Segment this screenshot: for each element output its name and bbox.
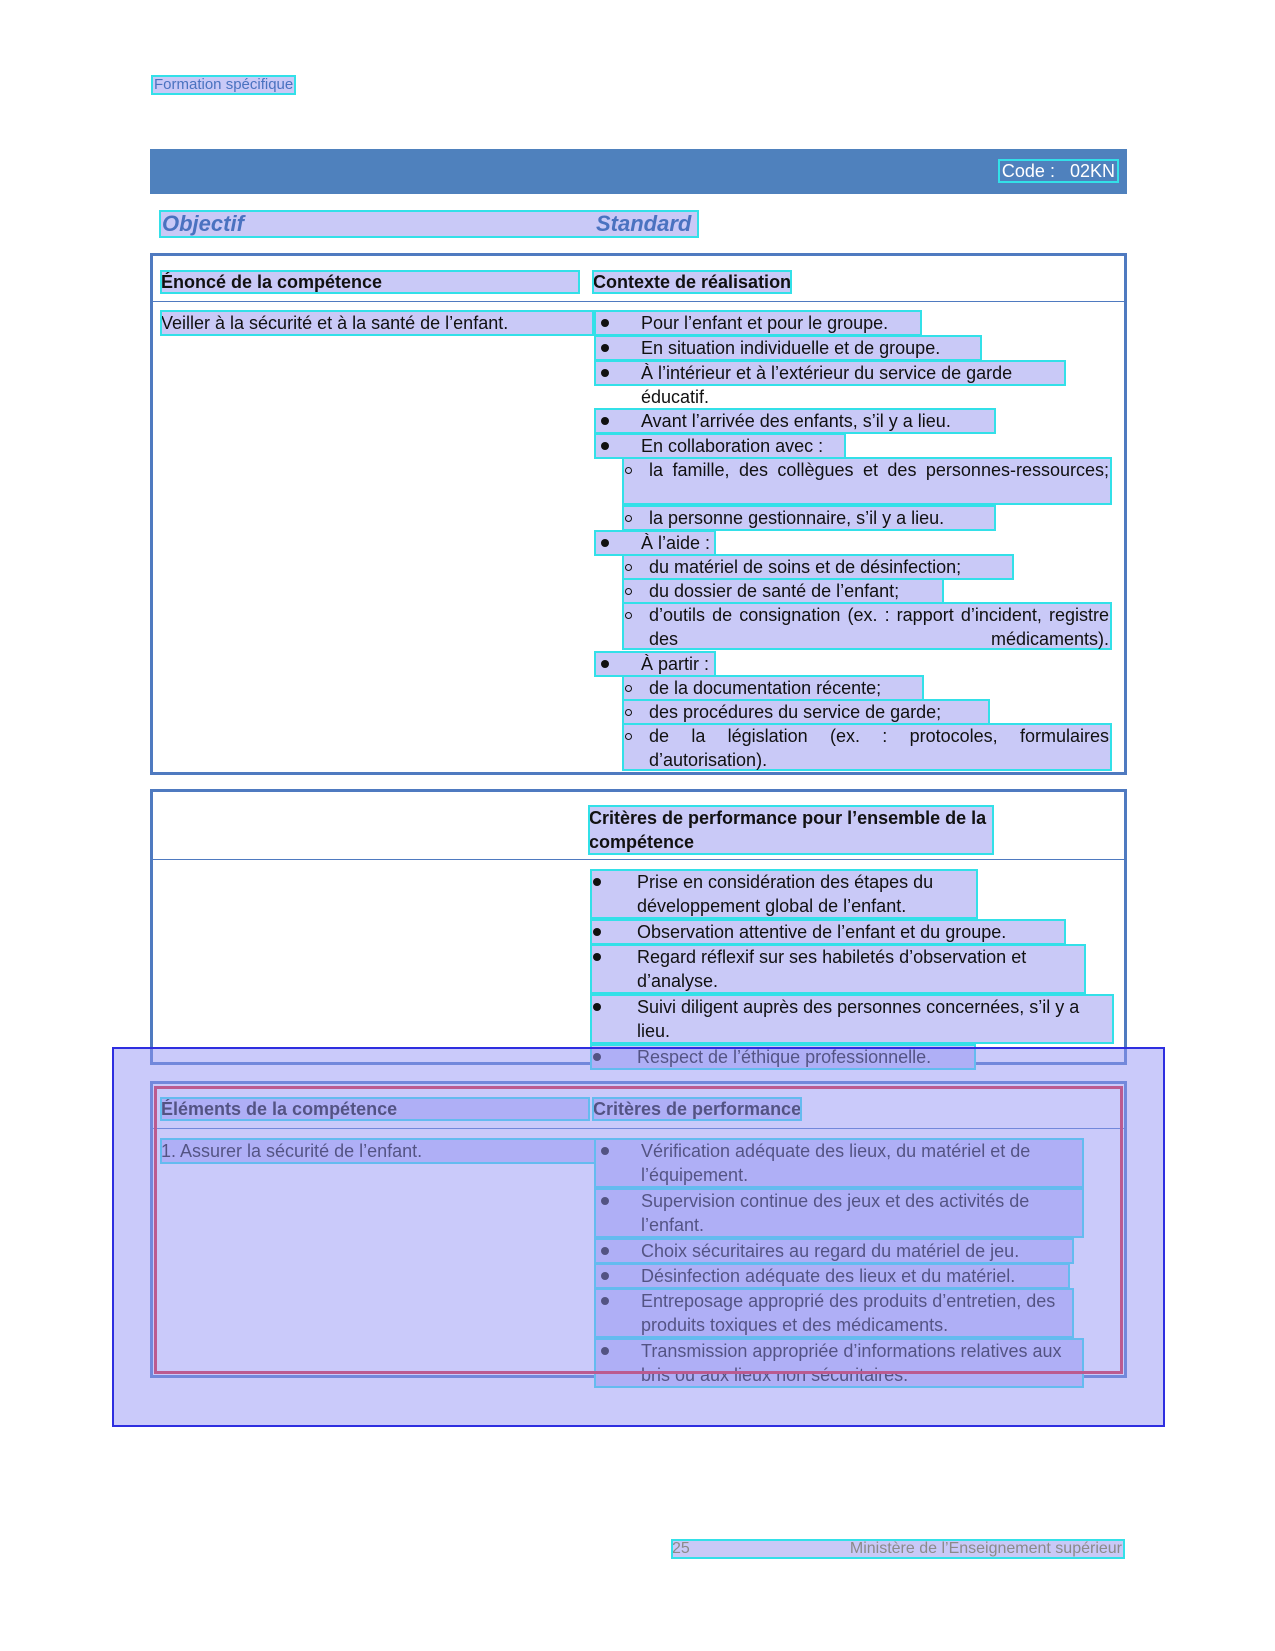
code-value: 02KN	[1069, 161, 1115, 181]
running-header: Formation spécifique	[154, 76, 294, 93]
statement-header: Énoncé de la compétence	[161, 271, 579, 293]
context-header: Contexte de réalisation	[593, 272, 792, 292]
list-item: Suivi diligent auprès des personnes concernées, s’il y a lieu.	[591, 995, 1113, 1043]
sub-list-item: la personne gestionnaire, s’il y a lieu.	[623, 506, 995, 530]
code-label: Code :	[1001, 161, 1055, 181]
overall-criteria-header: Critères de performance pour l’ensemble de la compétence	[589, 806, 993, 854]
list-item: Prise en considération des étapes du développement global de l’enfant.	[591, 870, 977, 918]
sub-list-item: de la documentation récente;	[623, 676, 923, 700]
list-item: Observation attentive de l’enfant et du groupe.	[591, 920, 1065, 944]
page-number: 25	[672, 1540, 690, 1557]
sub-list-item: des procédures du service de garde;	[623, 700, 989, 724]
sub-list-item: de la législation (ex. : protocoles, formulaires d’autorisation).	[623, 724, 1111, 770]
list-item: En collaboration avec :	[595, 434, 845, 458]
competency-code	[1000, 161, 1117, 181]
list-item: En situation individuelle et de groupe.	[595, 336, 981, 360]
overall-criteria-table	[150, 789, 1127, 1065]
list-item: Pour l’enfant et pour le groupe.	[595, 311, 921, 335]
sub-list-item: d’outils de consignation (ex. : rapport d’incident, registre des médicaments).	[623, 603, 1111, 649]
list-item: Regard réflexif sur ses habiletés d’observation et d’analyse.	[591, 945, 1085, 993]
list-item: À partir :	[595, 652, 715, 676]
list-item-text: À l’intérieur et à l’extérieur du service de garde éducatif.	[641, 363, 1013, 407]
sub-list-item: du dossier de santé de l’enfant;	[623, 579, 943, 603]
sub-list-item: du matériel de soins et de désinfection;	[623, 555, 1013, 579]
standard-heading: Standard	[596, 211, 692, 236]
footer-ministry: Ministère de l’Enseignement supérieur	[849, 1540, 1122, 1557]
code-banner	[150, 149, 1127, 194]
list-item: À l’aide :	[595, 531, 715, 555]
competency-statement: Veiller à la sécurité et à la santé de l’enfant.	[161, 311, 593, 335]
selection-overlay	[112, 1047, 1165, 1427]
sub-list-item: la famille, des collègues et des personnes-ressources;	[623, 458, 1111, 504]
columns-heading-bar	[160, 211, 698, 237]
competency-context-table	[150, 253, 1127, 775]
footer	[672, 1540, 1124, 1558]
objectif-heading: Objectif	[162, 211, 244, 236]
list-item: Avant l’arrivée des enfants, s’il y a lieu.	[595, 409, 995, 433]
